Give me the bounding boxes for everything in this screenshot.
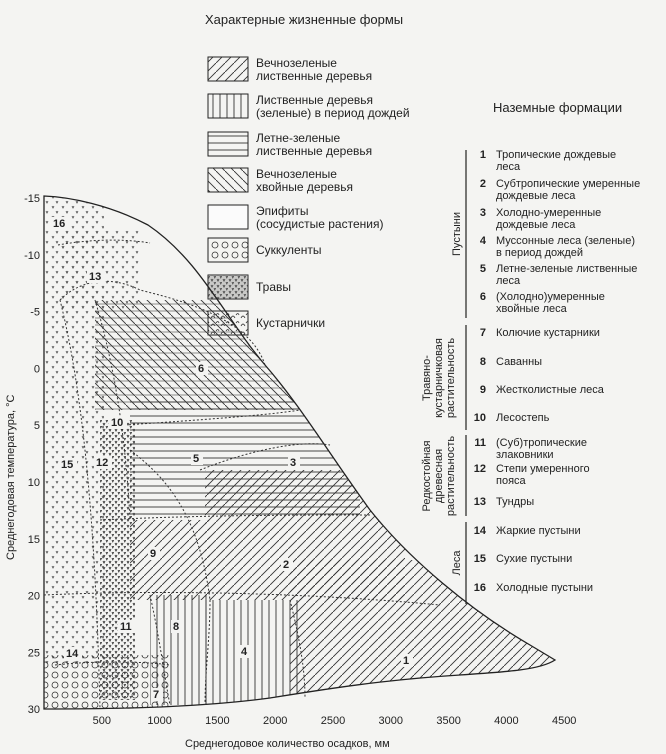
zone-fill-monsoon-forest bbox=[205, 600, 300, 710]
legend-label: (зеленые) в период дождей bbox=[256, 106, 410, 120]
formation-label: Саванны bbox=[496, 356, 543, 368]
x-axis-label: Среднегодовое количество осадков, мм bbox=[185, 738, 390, 750]
formation-number: 10 bbox=[473, 412, 486, 424]
formation-label: в период дождей bbox=[496, 247, 584, 259]
group-label: Леса bbox=[451, 550, 463, 576]
legend-label: хвойные деревья bbox=[256, 180, 354, 194]
y-tick-label: 25 bbox=[27, 647, 40, 660]
legend-label: Летне-зеленые bbox=[256, 131, 341, 145]
formation-label: Холодно-умеренные bbox=[496, 207, 602, 219]
zone-number: 13 bbox=[89, 271, 102, 283]
x-tick-label: 4500 bbox=[551, 715, 577, 727]
formation-number: 6 bbox=[479, 291, 486, 303]
formation-number: 1 bbox=[479, 149, 486, 161]
formation-number: 15 bbox=[473, 553, 486, 565]
zone-fill-summergreen-forest bbox=[130, 400, 360, 520]
formation-label: Сухие пустыни bbox=[496, 553, 573, 565]
y-tick-label: 20 bbox=[27, 590, 40, 603]
formation-label: Жаркие пустыни bbox=[496, 525, 581, 537]
group-label: Редкостойная bbox=[421, 440, 433, 512]
formation-number: 2 bbox=[479, 178, 486, 190]
formation-number: 12 bbox=[473, 463, 486, 475]
x-tick-label: 3500 bbox=[436, 715, 461, 727]
formation-label: Лесостепь bbox=[496, 412, 550, 424]
zone-number: 12 bbox=[96, 457, 109, 469]
zone-number: 2 bbox=[283, 559, 290, 571]
zone-number: 7 bbox=[153, 689, 160, 701]
formation-label: (Суб)тропические bbox=[496, 437, 587, 449]
formation-label: Холодные пустыни bbox=[496, 582, 594, 594]
legend bbox=[208, 56, 410, 335]
formation-label: (Холодно)умеренные bbox=[496, 291, 605, 303]
y-tick-label: 5 bbox=[33, 420, 40, 433]
zone-number: 11 bbox=[120, 621, 132, 633]
zone-fill-succulents bbox=[44, 655, 169, 709]
zone-number: 8 bbox=[173, 621, 180, 633]
formation-number: 8 bbox=[479, 356, 486, 368]
formation-label: дождевые леса bbox=[496, 190, 576, 202]
group-label: Травяно- bbox=[421, 355, 433, 401]
x-tick-label: 3000 bbox=[378, 715, 404, 727]
formation-number: 14 bbox=[473, 525, 486, 537]
y-tick-label: -15 bbox=[24, 193, 40, 205]
formation-label: Муссонные леса (зеленые) bbox=[496, 235, 635, 247]
group-label: Пустыни bbox=[451, 212, 463, 256]
formation-label: Тропические дождевые bbox=[496, 149, 617, 161]
x-tick-label: 1000 bbox=[147, 715, 172, 727]
formation-number: 3 bbox=[479, 207, 486, 219]
legend-label: Вечнозеленые bbox=[256, 167, 337, 181]
legend-label: лиственные деревья bbox=[256, 69, 373, 83]
x-axis bbox=[93, 715, 577, 727]
x-tick-label: 1500 bbox=[205, 715, 230, 727]
formations-title: Наземные формации bbox=[493, 100, 623, 115]
y-tick-label: 30 bbox=[27, 704, 40, 717]
formation-label: Степи умеренного bbox=[496, 463, 590, 475]
legend-label: Кустарнички bbox=[256, 316, 326, 330]
formation-label: дождевые леса bbox=[496, 219, 576, 231]
formations-list bbox=[474, 149, 640, 594]
formation-label: злаковники bbox=[496, 449, 554, 461]
legend-label: лиственные деревья bbox=[256, 144, 373, 158]
x-tick-label: 2000 bbox=[262, 715, 288, 727]
legend-title: Характерные жизненные формы bbox=[205, 12, 404, 27]
evergreen-broadleaf-swatch-icon bbox=[208, 57, 248, 81]
summergreen-deciduous-swatch-icon bbox=[208, 132, 248, 156]
legend-label: Лиственные деревья bbox=[256, 93, 374, 107]
y-tick-label: -10 bbox=[24, 249, 40, 262]
zone-fill-sclerophyll-forest bbox=[130, 520, 210, 600]
group-label: растительность bbox=[445, 337, 457, 419]
zone-number: 15 bbox=[61, 459, 74, 471]
plot-area bbox=[5, 193, 576, 750]
zone-number: 3 bbox=[290, 457, 297, 469]
y-axis-label: Среднегодовая температура, °С bbox=[5, 394, 17, 560]
formation-label: Летне-зеленые лиственные bbox=[496, 263, 638, 275]
legend-label: (сосудистые растения) bbox=[256, 217, 384, 231]
x-tick-label: 4000 bbox=[494, 715, 519, 727]
x-tick-label: 500 bbox=[92, 715, 111, 727]
y-axis bbox=[24, 193, 40, 716]
legend-label: Травы bbox=[256, 280, 292, 294]
zone-number: 5 bbox=[193, 453, 200, 465]
formation-number: 4 bbox=[479, 235, 486, 247]
zone-number: 4 bbox=[241, 646, 248, 658]
formation-label: Субтропические умеренные bbox=[496, 178, 641, 190]
zone-number: 9 bbox=[150, 548, 157, 560]
formation-label: пояса bbox=[496, 475, 526, 487]
formation-label: Колючие кустарники bbox=[496, 327, 600, 339]
zone-number: 16 bbox=[53, 218, 66, 230]
formation-number: 7 bbox=[479, 327, 486, 339]
epiphytes-swatch-icon bbox=[208, 205, 248, 229]
formation-groups bbox=[421, 150, 466, 604]
zone-number: 14 bbox=[66, 648, 79, 660]
formation-label: леса bbox=[496, 161, 521, 173]
y-tick-label: 0 bbox=[33, 363, 40, 376]
legend-label: Суккуленты bbox=[256, 243, 322, 257]
y-tick-label: -5 bbox=[30, 306, 40, 319]
zone-number: 10 bbox=[111, 417, 124, 429]
legend-label: Эпифиты bbox=[256, 204, 309, 218]
formation-number: 9 bbox=[479, 384, 486, 396]
formation-label: хвойные леса bbox=[496, 303, 567, 315]
y-tick-label: 15 bbox=[27, 533, 40, 546]
legend-label: Вечнозеленые bbox=[256, 56, 337, 70]
formation-label: Жестколистные леса bbox=[496, 384, 604, 396]
raingreen-deciduous-swatch-icon bbox=[208, 94, 248, 118]
group-label: древесная bbox=[433, 448, 445, 504]
x-tick-label: 2500 bbox=[320, 715, 346, 727]
y-tick-label: 10 bbox=[27, 477, 40, 489]
zone-number: 6 bbox=[198, 363, 205, 375]
formation-label: леса bbox=[496, 275, 521, 287]
formation-number: 16 bbox=[473, 582, 486, 594]
formation-number: 11 bbox=[474, 437, 486, 449]
zone-number: 1 bbox=[403, 655, 410, 667]
succulents-swatch-icon bbox=[208, 238, 248, 262]
group-label: кустарничковая bbox=[433, 338, 445, 418]
group-label: растительность bbox=[445, 435, 457, 517]
formation-number: 5 bbox=[479, 263, 486, 275]
formation-label: Тундры bbox=[496, 496, 535, 508]
formation-number: 13 bbox=[473, 496, 486, 508]
evergreen-conifer-swatch-icon bbox=[208, 168, 248, 192]
